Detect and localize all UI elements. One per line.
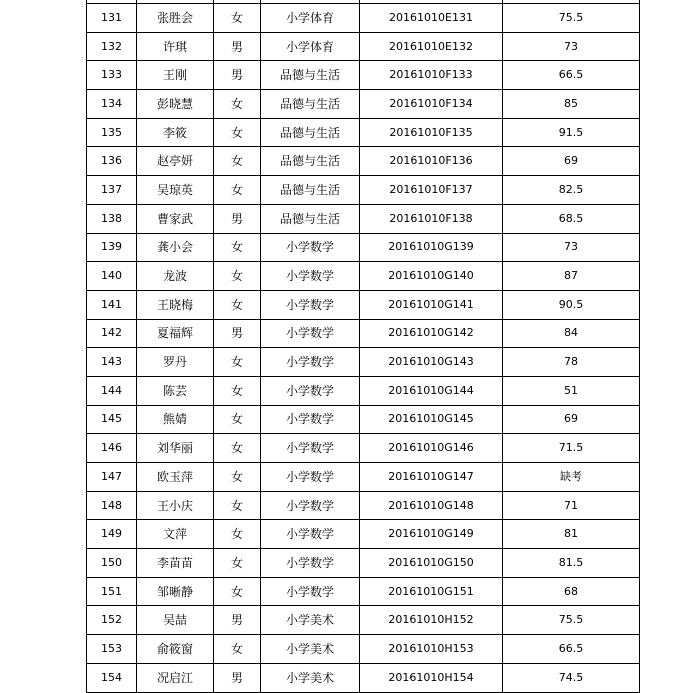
- score-cell: 74.5: [503, 663, 640, 692]
- gender-cell: 女: [214, 463, 261, 492]
- gender-cell: 男: [214, 32, 261, 61]
- candidate-name: 龙波: [137, 262, 214, 291]
- table-row: [87, 118, 640, 147]
- subject-cell: 品德与生活: [261, 176, 360, 205]
- row-number: 136: [87, 147, 137, 176]
- subject-cell: 小学数学: [261, 262, 360, 291]
- subject-cell: 品德与生活: [261, 204, 360, 233]
- candidate-name: 俞筱窗: [137, 635, 214, 664]
- score-cell: 73: [503, 233, 640, 262]
- gender-cell: 女: [214, 491, 261, 520]
- table-row: [87, 577, 640, 606]
- gender-cell: 男: [214, 663, 261, 692]
- exam-number: 20161010F136: [360, 147, 503, 176]
- candidate-name: 邹晰静: [137, 577, 214, 606]
- candidate-name: 彭晓慧: [137, 90, 214, 119]
- row-number: 135: [87, 118, 137, 147]
- exam-number: 20161010G139: [360, 233, 503, 262]
- row-number: 143: [87, 348, 137, 377]
- row-number: 131: [87, 4, 137, 33]
- row-number: 140: [87, 262, 137, 291]
- exam-number: 20161010F138: [360, 204, 503, 233]
- score-cell: 73: [503, 32, 640, 61]
- table-row: [87, 405, 640, 434]
- gender-cell: 男: [214, 61, 261, 90]
- table-row: [87, 32, 640, 61]
- candidate-name: 李筱: [137, 118, 214, 147]
- row-number: 132: [87, 32, 137, 61]
- table-row: [87, 348, 640, 377]
- gender-cell: 男: [214, 204, 261, 233]
- candidate-name: 龚小会: [137, 233, 214, 262]
- table-row: [87, 635, 640, 664]
- table-row: [87, 90, 640, 119]
- candidate-name: 欧玉萍: [137, 463, 214, 492]
- subject-cell: 品德与生活: [261, 118, 360, 147]
- candidate-name: 王刚: [137, 61, 214, 90]
- table-row: [87, 463, 640, 492]
- score-cell: 缺考: [503, 463, 640, 492]
- score-cell: 81: [503, 520, 640, 549]
- subject-cell: 小学数学: [261, 463, 360, 492]
- row-number: 146: [87, 434, 137, 463]
- subject-cell: 小学美术: [261, 635, 360, 664]
- candidate-name: 许琪: [137, 32, 214, 61]
- subject-cell: 小学美术: [261, 606, 360, 635]
- row-number: 142: [87, 319, 137, 348]
- candidate-name: 刘华丽: [137, 434, 214, 463]
- exam-number: 20161010G141: [360, 290, 503, 319]
- table-row: [87, 491, 640, 520]
- exam-number: 20161010F133: [360, 61, 503, 90]
- gender-cell: 女: [214, 118, 261, 147]
- score-cell: 66.5: [503, 61, 640, 90]
- score-cell: 71.5: [503, 434, 640, 463]
- gender-cell: 女: [214, 577, 261, 606]
- exam-number: 20161010G145: [360, 405, 503, 434]
- exam-number: 20161010G151: [360, 577, 503, 606]
- row-number: 139: [87, 233, 137, 262]
- gender-cell: 女: [214, 348, 261, 377]
- row-number: 141: [87, 290, 137, 319]
- subject-cell: 小学体育: [261, 4, 360, 33]
- row-number: 137: [87, 176, 137, 205]
- table-row: [87, 520, 640, 549]
- row-number: 145: [87, 405, 137, 434]
- candidate-name: 夏福辉: [137, 319, 214, 348]
- candidate-name: 赵亭妍: [137, 147, 214, 176]
- gender-cell: 女: [214, 262, 261, 291]
- subject-cell: 品德与生活: [261, 90, 360, 119]
- table-row: [87, 434, 640, 463]
- exam-number: 20161010G146: [360, 434, 503, 463]
- row-number: 138: [87, 204, 137, 233]
- subject-cell: 小学数学: [261, 405, 360, 434]
- row-number: 149: [87, 520, 137, 549]
- candidate-name: 张胜会: [137, 4, 214, 33]
- score-cell: 75.5: [503, 606, 640, 635]
- row-number: 152: [87, 606, 137, 635]
- subject-cell: 小学数学: [261, 520, 360, 549]
- table-row: [87, 376, 640, 405]
- score-cell: 51: [503, 376, 640, 405]
- candidate-name: 王晓梅: [137, 290, 214, 319]
- score-cell: 91.5: [503, 118, 640, 147]
- candidate-name: 李苗苗: [137, 549, 214, 578]
- row-number: 150: [87, 549, 137, 578]
- score-cell: 71: [503, 491, 640, 520]
- exam-number: 20161010F135: [360, 118, 503, 147]
- exam-number: 20161010G142: [360, 319, 503, 348]
- score-cell: 81.5: [503, 549, 640, 578]
- table-row: [87, 290, 640, 319]
- row-number: 154: [87, 663, 137, 692]
- table-row: [87, 663, 640, 692]
- subject-cell: 品德与生活: [261, 61, 360, 90]
- subject-cell: 品德与生活: [261, 147, 360, 176]
- exam-number: 20161010G144: [360, 376, 503, 405]
- candidate-name: 曹家武: [137, 204, 214, 233]
- score-cell: 66.5: [503, 635, 640, 664]
- score-cell: 78: [503, 348, 640, 377]
- exam-number: 20161010E132: [360, 32, 503, 61]
- candidate-name: 罗丹: [137, 348, 214, 377]
- table-row: [87, 233, 640, 262]
- subject-cell: 小学数学: [261, 376, 360, 405]
- exam-number: 20161010H152: [360, 606, 503, 635]
- score-cell: 85: [503, 90, 640, 119]
- exam-number: 20161010E131: [360, 4, 503, 33]
- candidate-name: 吴琼英: [137, 176, 214, 205]
- subject-cell: 小学数学: [261, 491, 360, 520]
- row-number: 147: [87, 463, 137, 492]
- row-number: 151: [87, 577, 137, 606]
- subject-cell: 小学体育: [261, 32, 360, 61]
- row-number: 133: [87, 61, 137, 90]
- subject-cell: 小学数学: [261, 577, 360, 606]
- table-row: [87, 4, 640, 33]
- score-cell: 82.5: [503, 176, 640, 205]
- score-cell: 68.5: [503, 204, 640, 233]
- gender-cell: 女: [214, 549, 261, 578]
- candidate-name: 熊婧: [137, 405, 214, 434]
- results-table-body: [87, 0, 640, 692]
- subject-cell: 小学数学: [261, 290, 360, 319]
- gender-cell: 女: [214, 405, 261, 434]
- results-table: [86, 0, 640, 693]
- exam-number: 20161010G140: [360, 262, 503, 291]
- gender-cell: 男: [214, 319, 261, 348]
- score-cell: 75.5: [503, 4, 640, 33]
- table-row: [87, 549, 640, 578]
- subject-cell: 小学数学: [261, 549, 360, 578]
- subject-cell: 小学数学: [261, 319, 360, 348]
- gender-cell: 女: [214, 233, 261, 262]
- candidate-name: 陈芸: [137, 376, 214, 405]
- score-cell: 68: [503, 577, 640, 606]
- gender-cell: 男: [214, 606, 261, 635]
- score-cell: 69: [503, 405, 640, 434]
- gender-cell: 女: [214, 635, 261, 664]
- exam-number: 20161010F134: [360, 90, 503, 119]
- table-row: [87, 606, 640, 635]
- score-cell: 69: [503, 147, 640, 176]
- exam-number: 20161010H153: [360, 635, 503, 664]
- exam-number: 20161010G149: [360, 520, 503, 549]
- exam-number: 20161010G143: [360, 348, 503, 377]
- table-row: [87, 176, 640, 205]
- subject-cell: 小学数学: [261, 233, 360, 262]
- gender-cell: 女: [214, 376, 261, 405]
- table-row: [87, 61, 640, 90]
- gender-cell: 女: [214, 4, 261, 33]
- gender-cell: 女: [214, 90, 261, 119]
- score-cell: 87: [503, 262, 640, 291]
- row-number: 148: [87, 491, 137, 520]
- score-cell: 84: [503, 319, 640, 348]
- exam-number: 20161010G147: [360, 463, 503, 492]
- candidate-name: 文萍: [137, 520, 214, 549]
- exam-number: 20161010H154: [360, 663, 503, 692]
- gender-cell: 女: [214, 147, 261, 176]
- gender-cell: 女: [214, 520, 261, 549]
- exam-number: 20161010G150: [360, 549, 503, 578]
- subject-cell: 小学数学: [261, 348, 360, 377]
- row-number: 153: [87, 635, 137, 664]
- score-cell: 90.5: [503, 290, 640, 319]
- exam-number: 20161010F137: [360, 176, 503, 205]
- candidate-name: 王小庆: [137, 491, 214, 520]
- exam-number: 20161010G148: [360, 491, 503, 520]
- gender-cell: 女: [214, 176, 261, 205]
- table-row: [87, 204, 640, 233]
- candidate-name: 况启江: [137, 663, 214, 692]
- subject-cell: 小学数学: [261, 434, 360, 463]
- table-row: [87, 262, 640, 291]
- row-number: 144: [87, 376, 137, 405]
- row-number: 134: [87, 90, 137, 119]
- subject-cell: 小学美术: [261, 663, 360, 692]
- candidate-name: 吴喆: [137, 606, 214, 635]
- gender-cell: 女: [214, 290, 261, 319]
- table-row: [87, 319, 640, 348]
- table-row: [87, 147, 640, 176]
- gender-cell: 女: [214, 434, 261, 463]
